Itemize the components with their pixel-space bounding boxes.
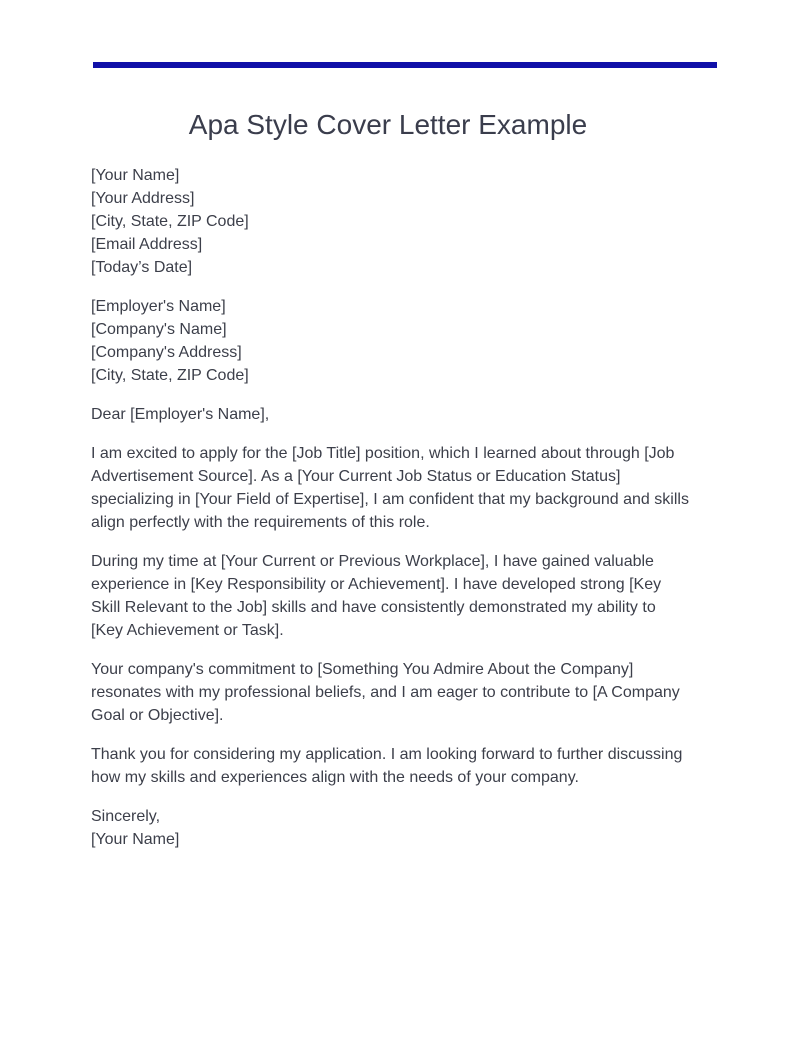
sender-city-state-zip: [City, State, ZIP Code] (91, 213, 249, 230)
recipient-company: [Company's Name] (91, 321, 227, 338)
sender-email: [Email Address] (91, 236, 203, 253)
letter-body (91, 164, 691, 867)
signature-block (91, 805, 691, 851)
paragraph-closing: Thank you for considering my application. I am looking forward to further discussing how my skills and experiences align with the needs of your company. (91, 746, 683, 786)
paragraph-intro: I am excited to apply for the [Job Title] position, which I learned about through [Job Advertisement Source]. As a [Your Current Job Status or Education Status] specializing in [Your Field of Expertise], I am confident that my background and skills align perfectly with the requirements of this role. (91, 445, 689, 531)
sender-address: [Your Address] (91, 190, 195, 207)
sender-block (91, 164, 691, 279)
recipient-city-state-zip: [City, State, ZIP Code] (91, 367, 249, 384)
sender-name: [Your Name] (91, 167, 180, 184)
recipient-name: [Employer's Name] (91, 298, 226, 315)
valediction: Sincerely, (91, 808, 161, 825)
header-rule (93, 62, 717, 68)
paragraph-experience: During my time at [Your Current or Previous Workplace], I have gained valuable experience in [Key Responsibility or Achievement]. I have developed strong [Key Skill Relevant to the Job] skills and have consistently demonstrated my ability to [Key Achievement or Task]. (91, 553, 662, 639)
recipient-address: [Company's Address] (91, 344, 242, 361)
salutation: Dear [Employer's Name], (91, 406, 270, 423)
recipient-block (91, 295, 691, 387)
signature-name: [Your Name] (91, 831, 180, 848)
letter-date: [Today’s Date] (91, 259, 193, 276)
paragraph-company: Your company's commitment to [Something You Admire About the Company] resonates with my professional beliefs, and I am eager to contribute to [A Company Goal or Objective]. (91, 661, 680, 724)
page-title: Apa Style Cover Letter Example (188, 109, 588, 140)
